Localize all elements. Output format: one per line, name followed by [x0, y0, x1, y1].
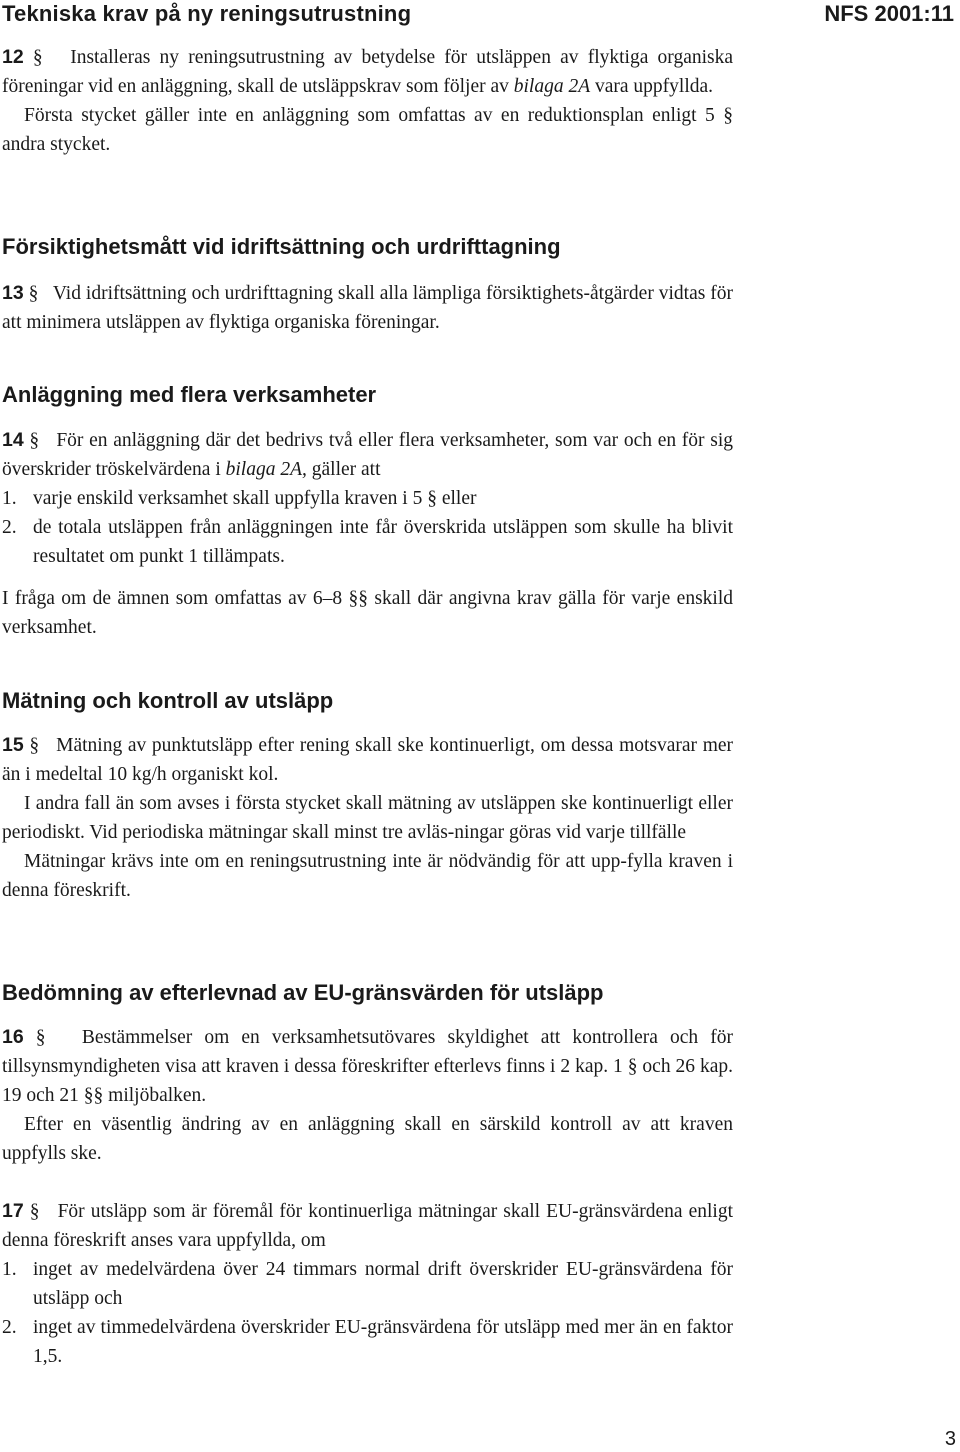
- paragraph-text: Vid idriftsättning och urdrifttagning skall alla lämpliga försiktighets-åtgärder vidtas för att minimera utsläppen av flyktiga organiska föreningar.: [2, 283, 734, 333]
- section-13: [2, 279, 733, 337]
- annex-reference: bilaga 2A,: [225, 459, 307, 480]
- list-item: [2, 1313, 733, 1371]
- section-number: 17: [2, 1200, 24, 1222]
- section-15-paragraph-1: [2, 731, 733, 789]
- section-12: [2, 43, 733, 159]
- section-15: [2, 731, 733, 905]
- list-item: [2, 1255, 733, 1313]
- section-16-paragraph-2: Efter en väsentlig ändring av en anläggning skall en särskild kontroll av att kraven uppfylls ske.: [2, 1114, 733, 1164]
- list-item-number: 1.: [2, 1259, 17, 1280]
- list-item-text: inget av timmedelvärdena överskrider EU-gränsvärdena för utsläpp med mer än en faktor 1,5.: [33, 1317, 733, 1367]
- section-14-paragraph-2: I fråga om de ämnen som omfattas av 6–8 §§ skall där angivna krav gälla för varje enskild verksamhet.: [2, 588, 733, 638]
- section-sign: §: [35, 1027, 46, 1048]
- section-number: 16: [2, 1026, 24, 1048]
- list-item-number: 1.: [2, 488, 17, 509]
- paragraph-text: gäller att: [311, 459, 381, 480]
- section-sign: §: [29, 735, 40, 756]
- section-heading: Försiktighetsmått vid idriftsättning och urdrifttagning: [2, 234, 561, 259]
- section-17-paragraph-1: [2, 1197, 733, 1255]
- paragraph-text: Bestämmelser om en verksamhetsutövares skyldighet att kontrollera och för tillsynsmyndigheten visa att kraven i dessa föreskrifter efterlevs finns i 2 kap. 1 § och 26 kap. 19 och 21 §§ miljöbalken.: [2, 1027, 734, 1106]
- list-item-text: varje enskild verksamhet skall uppfylla kraven i 5 § eller: [33, 488, 477, 509]
- section-heading: Bedömning av efterlevnad av EU-gränsvärden för utsläpp: [2, 980, 604, 1005]
- paragraph-text: För en anläggning där det bedrivs två eller flera verksamheter, som var och en för sig överskrider tröskelvärdena i: [2, 430, 734, 480]
- list-item-number: 2.: [2, 1317, 17, 1338]
- paragraph-text: För utsläpp som är föremål för kontinuerliga mätningar skall EU-gränsvärdena enligt denna föreskrift anses vara uppfyllda, om: [2, 1201, 734, 1251]
- section-sign: §: [28, 283, 39, 304]
- section-13-paragraph-1: [2, 279, 733, 337]
- section-heading: Anläggning med flera verksamheter: [2, 382, 377, 407]
- section-12-paragraph-1: [2, 43, 733, 101]
- section-16: [2, 1023, 733, 1168]
- section-14-paragraph-1: [2, 426, 733, 484]
- section-14: [2, 426, 733, 642]
- list-item-number: 2.: [2, 517, 17, 538]
- section-15-paragraph-3: Mätningar krävs inte om en reningsutrustning inte är nödvändig för att upp-fylla kraven i denna föreskrift.: [2, 851, 733, 901]
- section-heading: Mätning och kontroll av utsläpp: [2, 688, 334, 713]
- section-number: 12: [2, 46, 24, 68]
- page-number: 3: [944, 1428, 956, 1450]
- section-sign: §: [29, 1201, 40, 1222]
- section-15-paragraph-2: I andra fall än som avses i första stycket skall mätning av utsläppen ske kontinuerligt eller periodiskt. Vid periodiska mätningar skall minst tre avläs-ningar göras vid varje tillfälle: [2, 793, 733, 843]
- section-16-paragraph-1: [2, 1023, 733, 1110]
- list-item-text: de totala utsläppen från anläggningen inte får överskrida utsläppen som skulle ha blivit resultatet om punkt 1 tillämpats.: [33, 517, 733, 567]
- list-item: [2, 484, 733, 513]
- section-number: 14: [2, 429, 24, 451]
- section-12-paragraph-2: Första stycket gäller inte en anläggning som omfattas av en reduktionsplan enligt 5 § andra stycket.: [2, 105, 733, 155]
- list-item: [2, 513, 733, 571]
- annex-reference: bilaga 2A: [513, 76, 591, 97]
- section-sign: §: [32, 47, 43, 68]
- list-item-text: inget av medelvärdena över 24 timmars normal drift överskrider EU-gränsvärdena för utsläpp och: [33, 1259, 733, 1309]
- section-sign: §: [29, 430, 40, 451]
- section-number: 15: [2, 734, 24, 756]
- section-17: [2, 1197, 733, 1371]
- section-number: 13: [2, 282, 24, 304]
- document-code: NFS 2001:11: [824, 1, 954, 26]
- running-header-title: Tekniska krav på ny reningsutrustning: [2, 1, 412, 26]
- paragraph-text: vara uppfyllda.: [595, 76, 714, 97]
- paragraph-text: Installeras ny reningsutrustning av betydelse för utsläppen av flyktiga organiska föreningar vid en anläggning, skall de utsläppskrav som följer av: [2, 47, 734, 97]
- paragraph-text: Mätning av punktutsläpp efter rening skall ske kontinuerligt, om dessa motsvarar mer än i medeltal 10 kg/h organiskt kol.: [2, 735, 734, 785]
